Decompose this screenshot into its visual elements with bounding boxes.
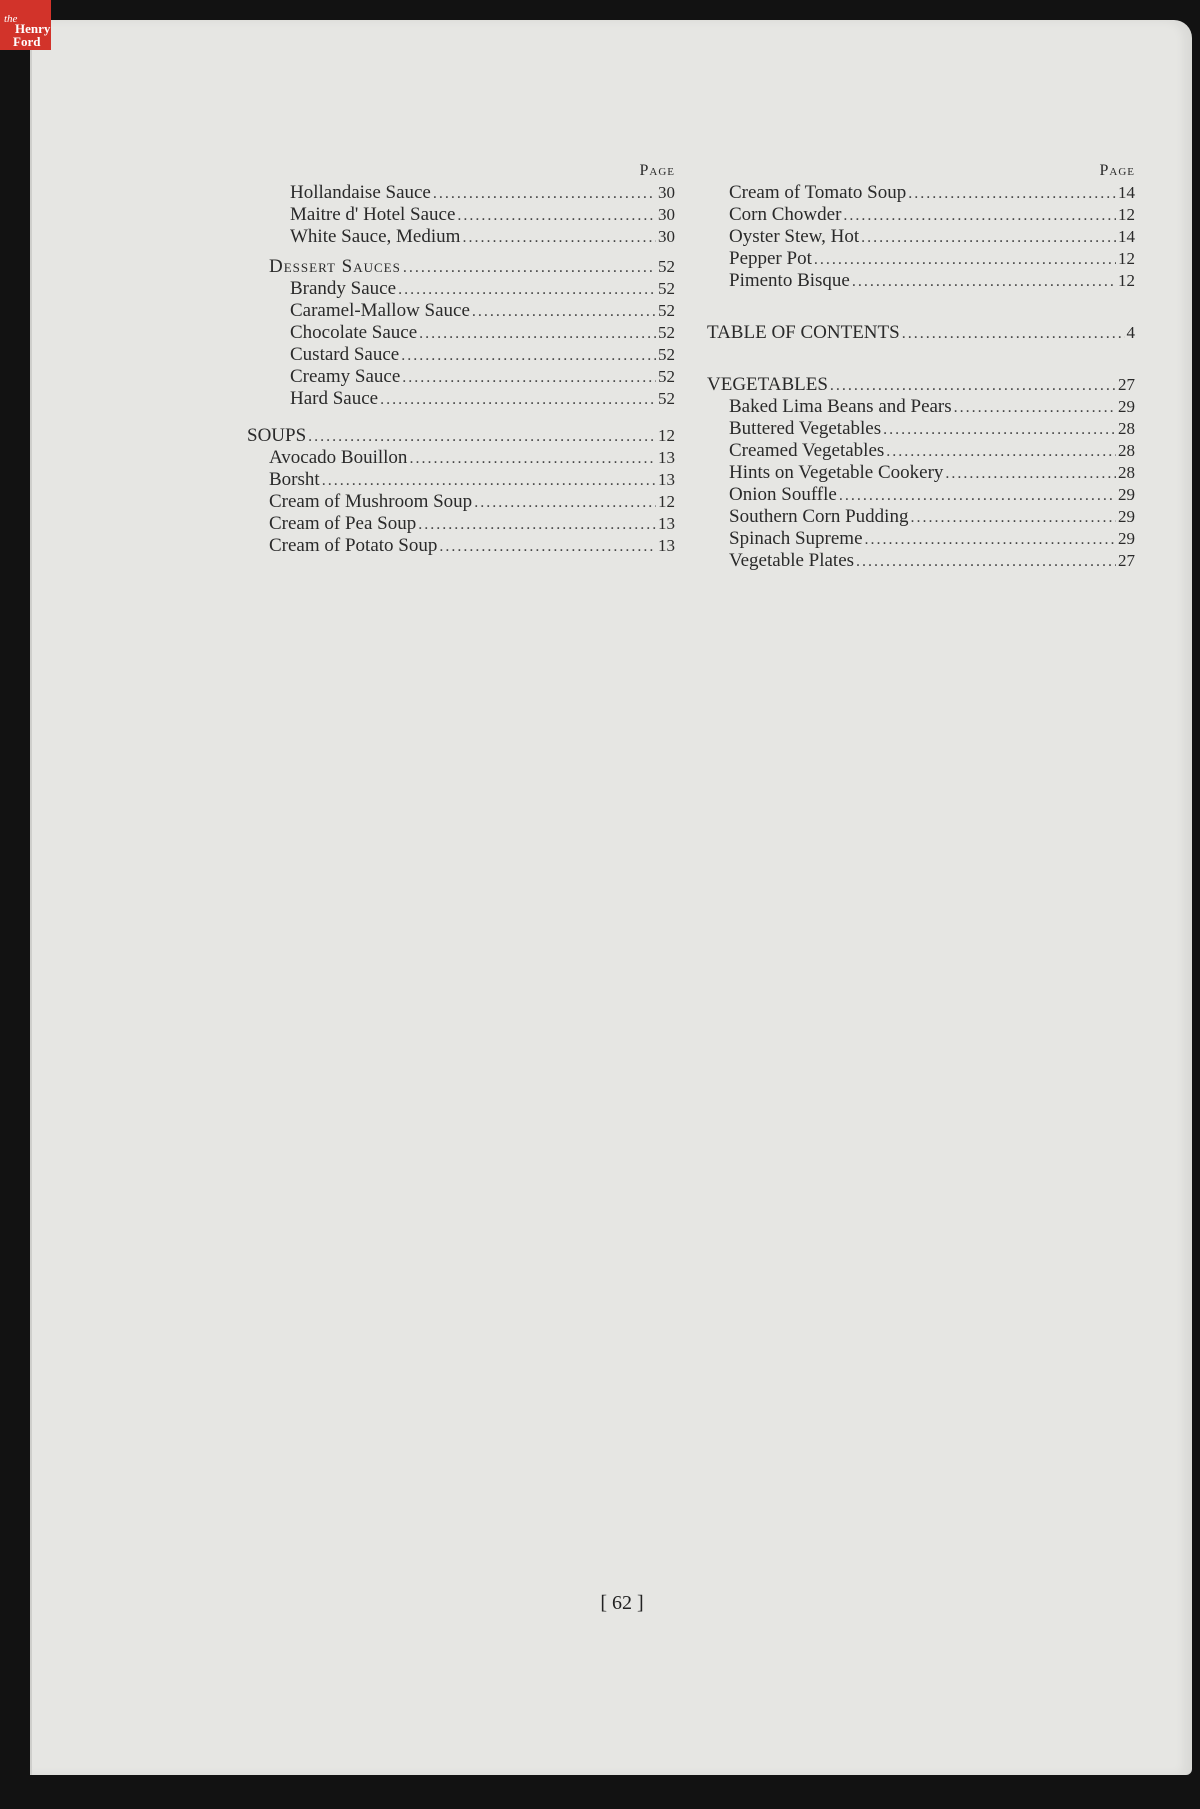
entry-page: 27 (1118, 551, 1135, 570)
entry-page: 12 (1118, 249, 1135, 268)
leader-dots (322, 470, 656, 492)
leader-dots (380, 389, 656, 411)
leader-dots (457, 205, 656, 227)
index-entry (707, 528, 1135, 550)
index-entry (707, 440, 1135, 462)
leader-dots (865, 529, 1116, 551)
index-entry (247, 491, 675, 513)
leader-dots (474, 492, 656, 514)
entry-page: 52 (658, 301, 675, 320)
leader-dots (852, 271, 1116, 293)
entry-label: Vegetable Plates (729, 550, 855, 571)
index-entry (247, 513, 675, 535)
entry-page: 12 (658, 492, 675, 511)
leader-dots (814, 249, 1116, 271)
entry-label: Cream of Tomato Soup (729, 182, 907, 203)
heading-label: VEGETABLES (707, 374, 828, 395)
entry-page: 13 (658, 470, 675, 489)
leader-dots (439, 536, 656, 558)
index-entry (247, 366, 675, 388)
entry-page: 52 (658, 279, 675, 298)
index-heading (707, 322, 1135, 344)
leader-dots (886, 441, 1116, 463)
entry-label: Southern Corn Pudding (729, 506, 909, 527)
index-entry (707, 550, 1135, 572)
page-number: [ 62 ] (600, 1592, 644, 1614)
entry-page: 30 (658, 227, 675, 246)
entry-label: Oyster Stew, Hot (729, 226, 860, 247)
leader-dots (433, 183, 656, 205)
leader-dots (308, 426, 656, 448)
leader-dots (843, 205, 1116, 227)
entry-page: 29 (1118, 397, 1135, 416)
logo-text-ford: Ford (13, 34, 41, 49)
leader-dots (402, 367, 656, 389)
henry-ford-logo (0, 0, 51, 50)
leader-dots (856, 551, 1116, 573)
entry-label: Buttered Vegetables (729, 418, 882, 439)
entry-page: 30 (658, 183, 675, 202)
entry-label: Cream of Mushroom Soup (269, 491, 473, 512)
entry-page: 52 (658, 367, 675, 386)
entry-label: Cream of Potato Soup (269, 535, 438, 556)
index-heading (707, 374, 1135, 396)
entry-label: Cream of Pea Soup (269, 513, 417, 534)
heading-label: TABLE OF CONTENTS (707, 322, 900, 343)
entry-page: 28 (1118, 441, 1135, 460)
index-column-left (247, 160, 675, 557)
index-entry (247, 204, 675, 226)
entry-page: 14 (1118, 183, 1135, 202)
entry-page: 28 (1118, 419, 1135, 438)
leader-dots (401, 345, 656, 367)
index-entry (707, 226, 1135, 248)
book-page (30, 20, 1192, 1775)
index-entry (707, 462, 1135, 484)
entry-page: 13 (658, 536, 675, 555)
entry-label: Hollandaise Sauce (290, 182, 431, 203)
entry-page: 12 (658, 426, 675, 445)
entry-label: Custard Sauce (290, 344, 400, 365)
entry-label: Corn Chowder (729, 204, 842, 225)
leader-dots (954, 397, 1116, 419)
entry-page: 27 (1118, 375, 1135, 394)
entry-label: Spinach Supreme (729, 528, 863, 549)
index-entry (707, 248, 1135, 270)
leader-dots (910, 507, 1116, 529)
entry-page: 12 (1118, 205, 1135, 224)
leader-dots (403, 257, 656, 279)
index-entry (707, 204, 1135, 226)
leader-dots (839, 485, 1116, 507)
leader-dots (418, 514, 656, 536)
index-entry (707, 506, 1135, 528)
entry-label: Chocolate Sauce (290, 322, 418, 343)
entry-label: Baked Lima Beans and Pears (729, 396, 952, 417)
index-entry (247, 344, 675, 366)
entry-page: 52 (658, 345, 675, 364)
index-entry (707, 418, 1135, 440)
entry-page: 12 (1118, 271, 1135, 290)
entry-label: Onion Souffle (729, 484, 837, 505)
entry-page: 30 (658, 205, 675, 224)
entry-page: 29 (1118, 507, 1135, 526)
entry-label: Caramel-Mallow Sauce (290, 300, 470, 321)
entry-page: 13 (658, 514, 675, 533)
index-column-right (707, 160, 1135, 572)
leader-dots (883, 419, 1116, 441)
leader-dots (908, 183, 1116, 205)
entry-page: 52 (658, 323, 675, 342)
page-column-header: Page (1099, 162, 1135, 179)
index-subheading (247, 256, 675, 278)
entry-label: Pimento Bisque (729, 270, 850, 291)
leader-dots (861, 227, 1116, 249)
index-entry (247, 226, 675, 248)
entry-label: Maitre d' Hotel Sauce (290, 204, 456, 225)
index-entry (247, 322, 675, 344)
entry-page: 4 (1126, 323, 1135, 342)
heading-label: SOUPS (247, 425, 307, 446)
entry-page: 29 (1118, 529, 1135, 548)
entry-label: Creamed Vegetables (729, 440, 885, 461)
index-entry (247, 182, 675, 204)
entry-label: Avocado Bouillon (269, 447, 408, 468)
leader-dots (462, 227, 656, 249)
index-heading (247, 425, 675, 447)
entry-label: White Sauce, Medium (290, 226, 461, 247)
entry-label: Borsht (269, 469, 320, 490)
index-entry (707, 484, 1135, 506)
index-entry (247, 447, 675, 469)
index-entry (247, 300, 675, 322)
entry-page: 13 (658, 448, 675, 467)
logo-text-henry: Henry (15, 21, 51, 36)
leader-dots (902, 323, 1125, 345)
index-entry (247, 535, 675, 557)
entry-label: Brandy Sauce (290, 278, 397, 299)
leader-dots (398, 279, 656, 301)
subheading-label: Dessert Sauces (269, 256, 401, 277)
entry-label: Hard Sauce (290, 388, 379, 409)
logo-text-the: the (4, 13, 18, 25)
entry-page: 29 (1118, 485, 1135, 504)
leader-dots (472, 301, 656, 323)
entry-label: Creamy Sauce (290, 366, 401, 387)
entry-page: 28 (1118, 463, 1135, 482)
entry-label: Hints on Vegetable Cookery (729, 462, 944, 483)
index-entry (247, 388, 675, 410)
page-column-header: Page (639, 162, 675, 179)
leader-dots (409, 448, 656, 470)
index-entry (247, 278, 675, 300)
index-entry (707, 396, 1135, 418)
index-entry (247, 469, 675, 491)
entry-page: 52 (658, 257, 675, 276)
index-entry (707, 182, 1135, 204)
leader-dots (830, 375, 1116, 397)
leader-dots (945, 463, 1116, 485)
index-entry (707, 270, 1135, 292)
entry-label: Pepper Pot (729, 248, 812, 269)
entry-page: 52 (658, 389, 675, 408)
leader-dots (419, 323, 656, 345)
entry-page: 14 (1118, 227, 1135, 246)
